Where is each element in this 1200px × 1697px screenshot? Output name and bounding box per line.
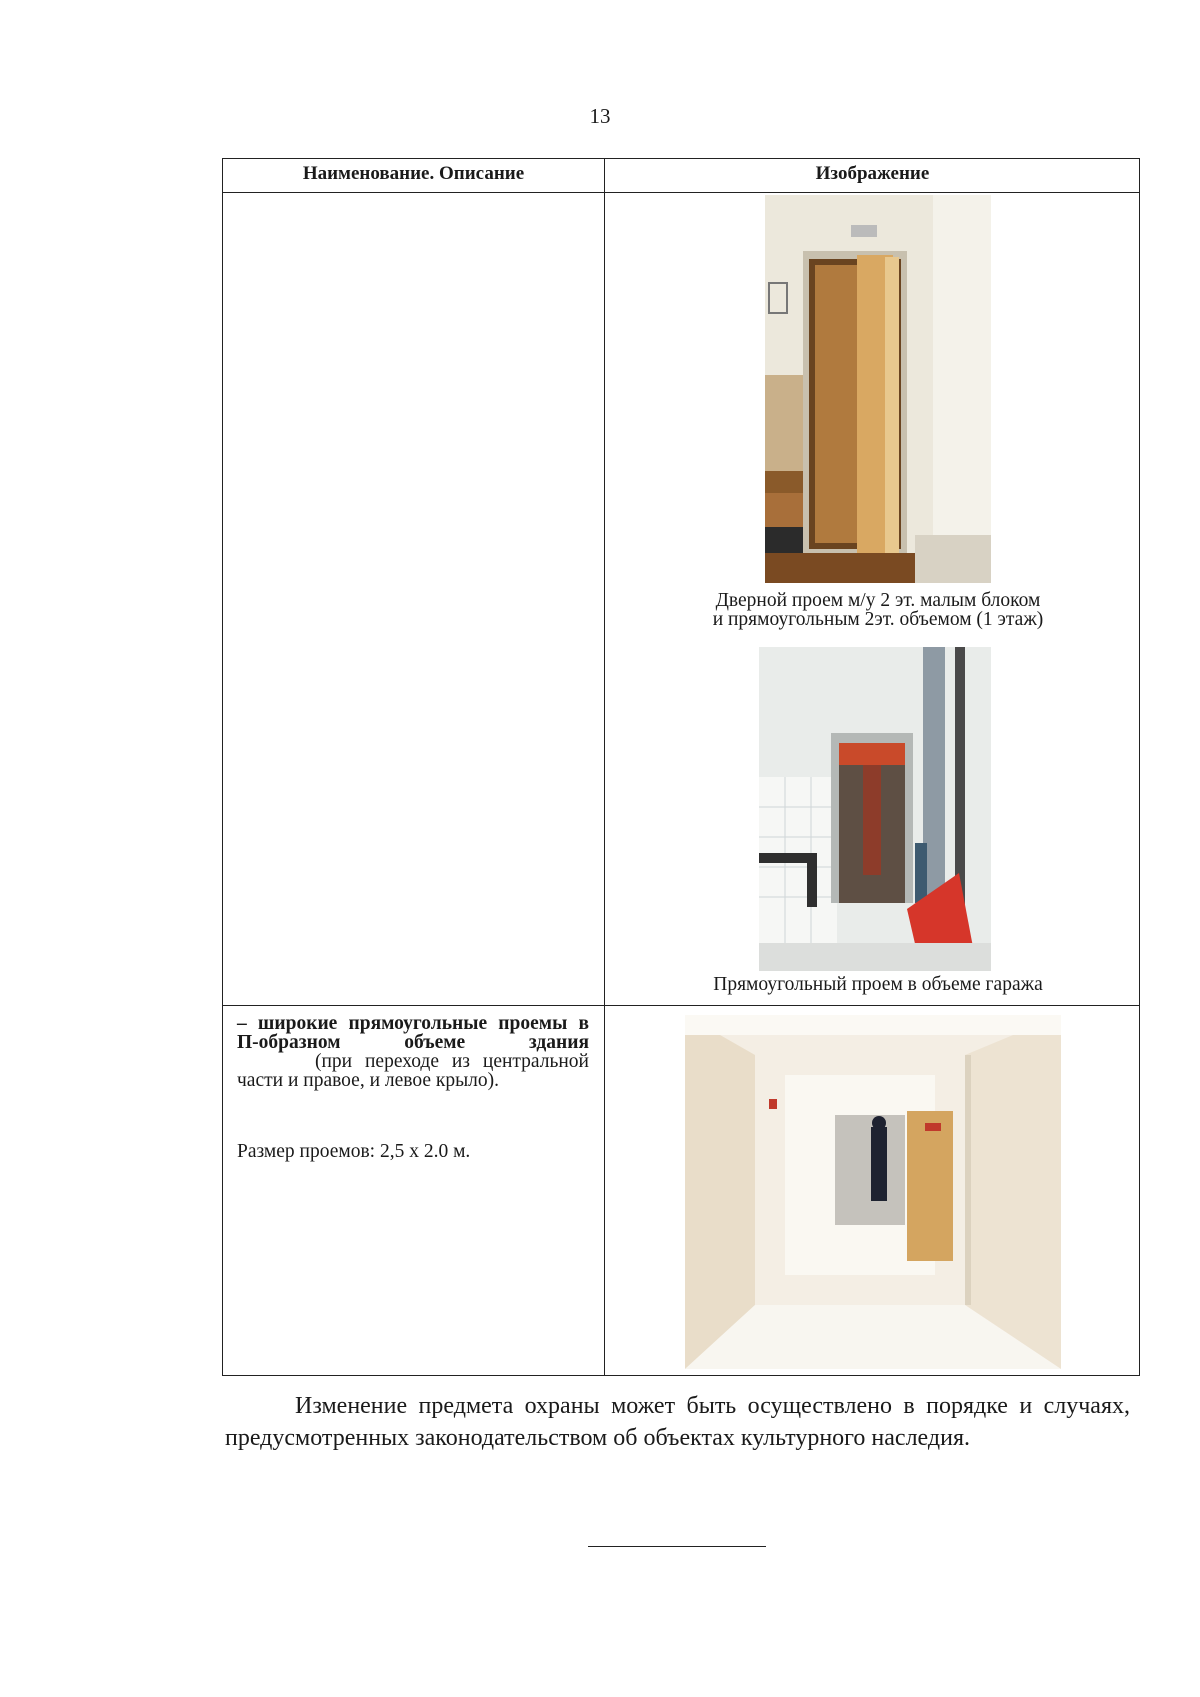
garage-caption xyxy=(653,975,1103,994)
garage-opening-photo xyxy=(759,647,991,971)
column-divider xyxy=(604,159,605,1375)
header-description: Наименование. Описание xyxy=(302,163,525,184)
caption-line: Дверной проем м/у 2 эт. малым блоком xyxy=(715,590,1041,611)
end-rule xyxy=(588,1546,766,1547)
doorway-photo xyxy=(765,195,991,583)
row2-bold-description: – широкие прямоугольные проемы в П-образном объеме здания xyxy=(237,1013,589,1053)
header-divider xyxy=(223,192,1139,193)
caption-line: Прямоугольный проем в объеме гаража xyxy=(713,974,1043,995)
row2-description-text: (при переходе из центральной части и правое, и левое крыло). xyxy=(237,1051,589,1091)
footer-paragraph xyxy=(225,1390,1130,1454)
row2-description xyxy=(237,1052,589,1090)
subject-table xyxy=(222,158,1140,1376)
row-divider xyxy=(223,1005,1139,1006)
corridor-photo xyxy=(685,1015,1061,1369)
doorway-caption xyxy=(653,591,1103,629)
header-image: Изображение xyxy=(815,163,930,184)
footer-text: Изменение предмета охраны может быть осуществлено в порядке и случаях, предусмотренных законодательством об объектах культурного наследия. xyxy=(225,1393,1130,1451)
opening-size: Размер проемов: 2,5 х 2.0 м. xyxy=(237,1141,471,1162)
caption-line: и прямоугольным 2эт. объемом (1 этаж) xyxy=(712,609,1044,630)
page-number: 13 xyxy=(589,104,611,128)
